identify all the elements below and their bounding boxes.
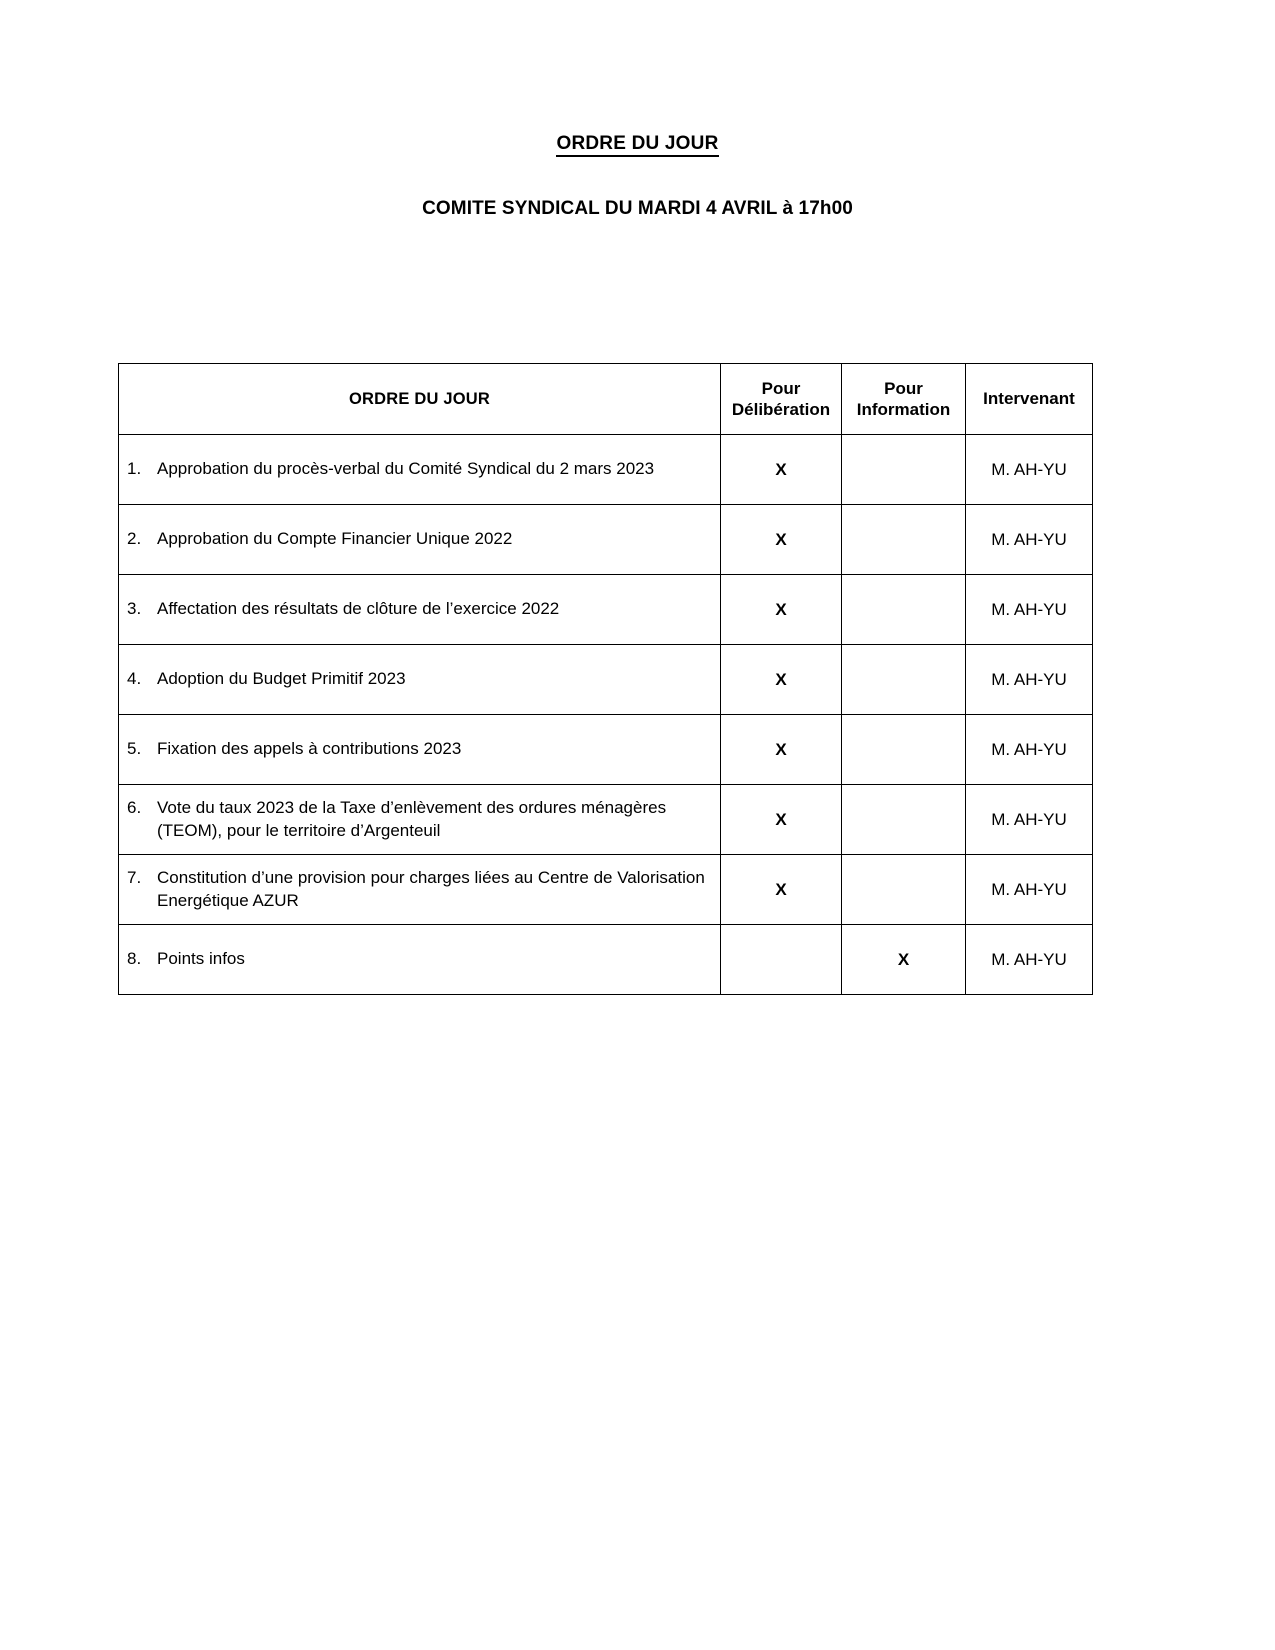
intervenant-value: M. AH-YU [966,855,1093,925]
agenda-item-cell [119,435,721,505]
deliberation-mark: X [721,505,842,575]
column-header-intervenant: Intervenant [966,364,1093,435]
agenda-item-text: Fixation des appels à contributions 2023 [157,739,462,759]
information-mark [842,505,966,575]
column-header-information-line1: Pour [884,378,923,398]
agenda-item-number: 8. [127,949,142,969]
agenda-item-text: Points infos [157,949,245,969]
agenda-item-text: Vote du taux 2023 de la Taxe d’enlèvement des ordures ménagères (TEOM), pour le territoire d’Argenteuil [157,797,667,840]
agenda-item-number: 1. [127,459,142,479]
agenda-item-number: 3. [127,599,142,619]
table-row [119,645,1093,715]
agenda-item-cell [119,645,721,715]
agenda-item [119,668,720,691]
page-title [0,133,1275,155]
agenda-item [119,458,720,481]
deliberation-mark: X [721,575,842,645]
agenda-item-text: Approbation du Compte Financier Unique 2022 [157,529,513,549]
intervenant-value: M. AH-YU [966,925,1093,995]
agenda-item-number: 6. [127,797,142,817]
agenda-item-text: Adoption du Budget Primitif 2023 [157,669,406,689]
page-subtitle: COMITE SYNDICAL DU MARDI 4 AVRIL à 17h00 [422,198,853,219]
deliberation-mark: X [721,645,842,715]
column-header-agenda: ORDRE DU JOUR [119,364,721,435]
intervenant-value: M. AH-YU [966,715,1093,785]
intervenant-value: M. AH-YU [966,435,1093,505]
table-row [119,925,1093,995]
table-row [119,785,1093,855]
information-mark [842,435,966,505]
table-row [119,575,1093,645]
agenda-item-cell [119,925,721,995]
deliberation-mark [721,925,842,995]
deliberation-mark: X [721,715,842,785]
agenda-item-number: 5. [127,739,142,759]
intervenant-value: M. AH-YU [966,645,1093,715]
agenda-item [119,598,720,621]
agenda-item [119,797,720,843]
table-row [119,715,1093,785]
column-header-information [842,364,966,435]
table-row [119,435,1093,505]
information-mark [842,715,966,785]
agenda-item-text: Constitution d’une provision pour charges liées au Centre de Valorisation Energétique AZUR [157,867,705,910]
agenda-item-text: Affectation des résultats de clôture de l’exercice 2022 [157,599,560,619]
agenda-table-container [118,363,1092,995]
agenda-item [119,948,720,971]
table-body [119,435,1093,995]
agenda-item-cell [119,785,721,855]
information-mark [842,575,966,645]
deliberation-mark: X [721,435,842,505]
column-header-deliberation-line1: Pour [761,378,801,398]
column-header-information-line2: Information [856,400,951,419]
agenda-item-number: 2. [127,529,142,549]
table-row [119,505,1093,575]
column-header-deliberation-line2: Délibération [731,400,831,419]
agenda-table [118,363,1093,995]
table-header [119,364,1093,435]
deliberation-mark: X [721,855,842,925]
information-mark [842,645,966,715]
table-row [119,855,1093,925]
intervenant-value: M. AH-YU [966,575,1093,645]
agenda-item [119,738,720,761]
agenda-item-text: Approbation du procès-verbal du Comité Syndical du 2 mars 2023 [157,459,655,479]
agenda-item-cell [119,715,721,785]
page-title-text: ORDRE DU JOUR [556,133,718,157]
agenda-item-cell [119,505,721,575]
agenda-item-number: 4. [127,669,142,689]
deliberation-mark: X [721,785,842,855]
agenda-item-number: 7. [127,867,142,887]
agenda-item [119,867,720,913]
intervenant-value: M. AH-YU [966,505,1093,575]
table-header-row [119,364,1093,435]
column-header-deliberation [721,364,842,435]
information-mark [842,855,966,925]
agenda-item-cell [119,575,721,645]
agenda-item-cell [119,855,721,925]
intervenant-value: M. AH-YU [966,785,1093,855]
information-mark: X [842,925,966,995]
agenda-item [119,528,720,551]
information-mark [842,785,966,855]
